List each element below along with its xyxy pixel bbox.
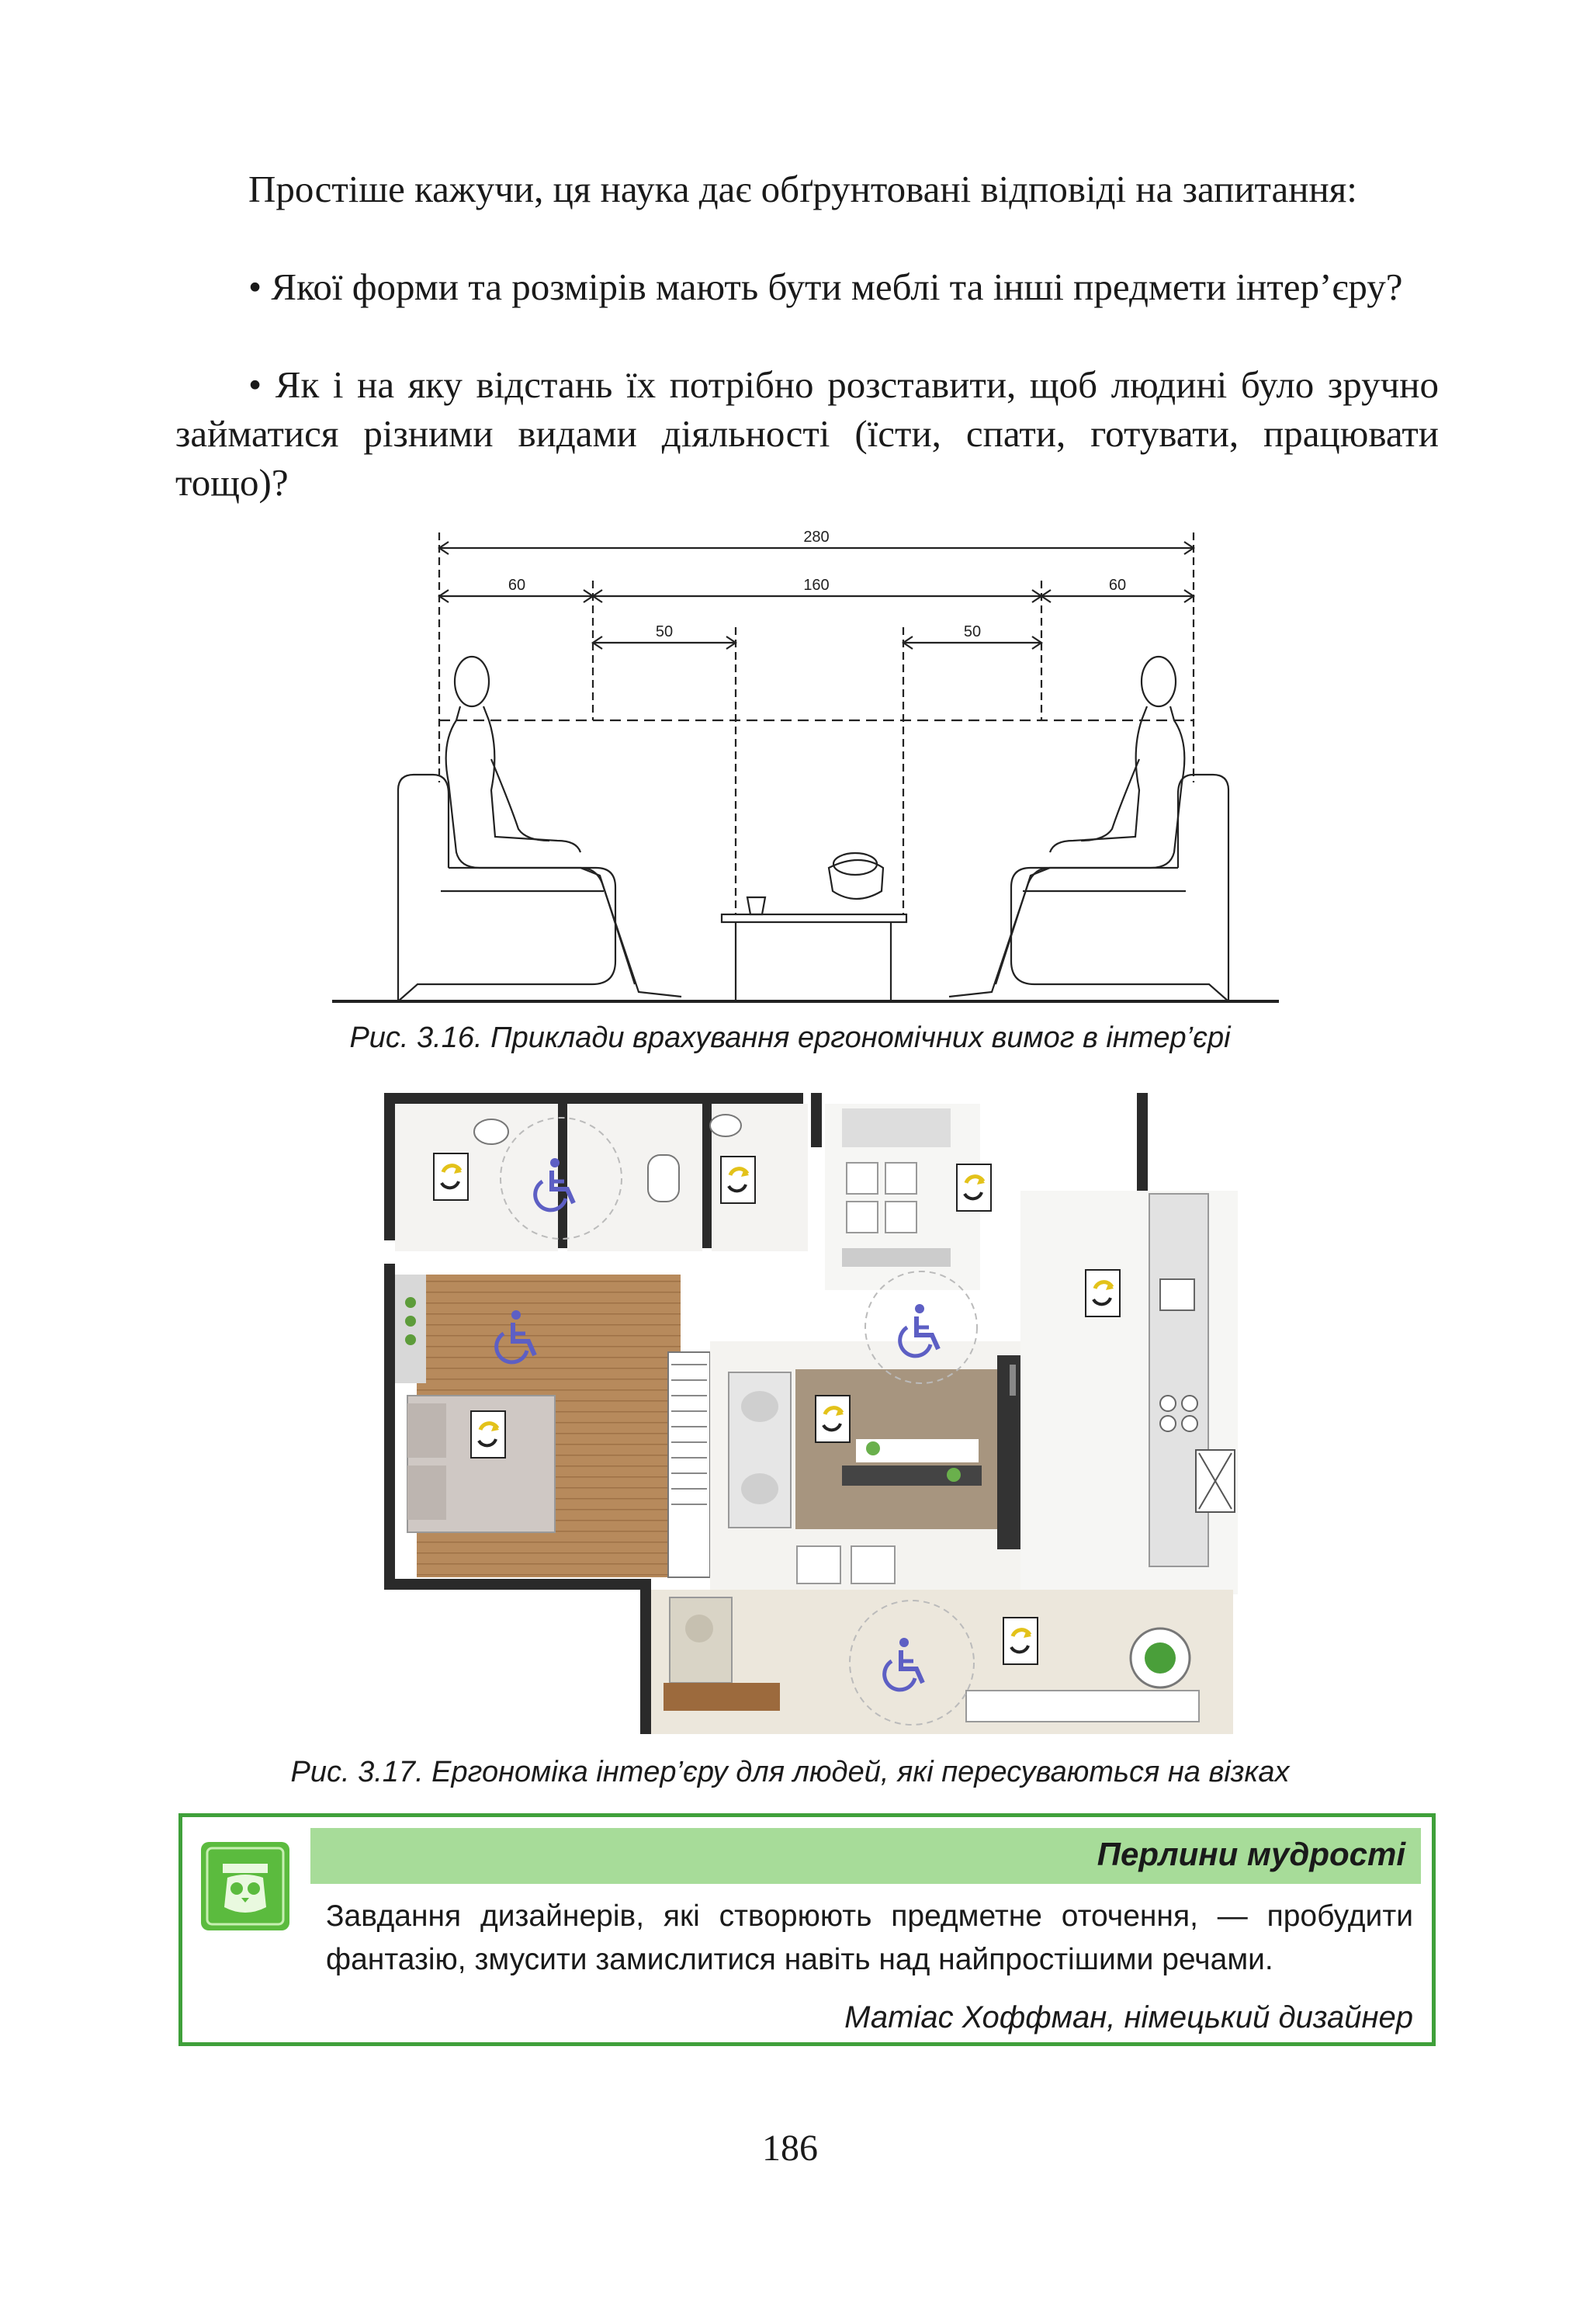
dimension-overall: 280 [803, 529, 830, 546]
intro-paragraph: Простіше кажучи, ця наука дає обґрунтовані відповіді на запитання: [248, 168, 1357, 210]
wisdom-author: Матіас Хоффман, німецький дизайнер [844, 2000, 1413, 2034]
dimension-right-reach: 50 [963, 623, 982, 640]
figure-317-caption: Рис. 3.17. Ергономіка інтер’єру для людей, які пересуваються на візках [290, 1756, 1290, 1788]
bullet-item-1: • Якої форми та розмірів мають бути меблі та інші предмети інтер’єру? [248, 265, 1403, 308]
owl-icon [199, 1840, 291, 1932]
bullet-dot-icon: • [248, 363, 275, 406]
wisdom-quote: Завдання дизайнерів, які створюють предметне оточення, — пробудити фантазію, змусити замислитися навіть над найпростішими речами. [326, 1899, 1413, 1976]
dimension-left-seat: 60 [508, 577, 526, 594]
page-number: 186 [762, 2128, 818, 2169]
dimension-middle: 160 [803, 577, 830, 594]
wisdom-box [178, 1813, 1436, 2046]
wisdom-box-title: Перлини мудрості [1097, 1836, 1405, 1872]
floor-plan [376, 1085, 1246, 1742]
bullet-item-2: • Як і на яку відстань їх потрібно розставити, щоб людині було зручно займатися різними видами діяльності (їсти, спати, готувати, працювати тощо)? [175, 363, 1439, 504]
wisdom-box-header [310, 1828, 1421, 1884]
ergonomics-drawing [324, 526, 1287, 1023]
figure-316-caption: Рис. 3.16. Приклади врахування ергономічних вимог в інтер’єрі [349, 1022, 1231, 1054]
dimension-left-reach: 50 [655, 623, 674, 640]
dimension-right-seat: 60 [1108, 577, 1127, 594]
bullet-dot-icon: • [248, 265, 272, 308]
